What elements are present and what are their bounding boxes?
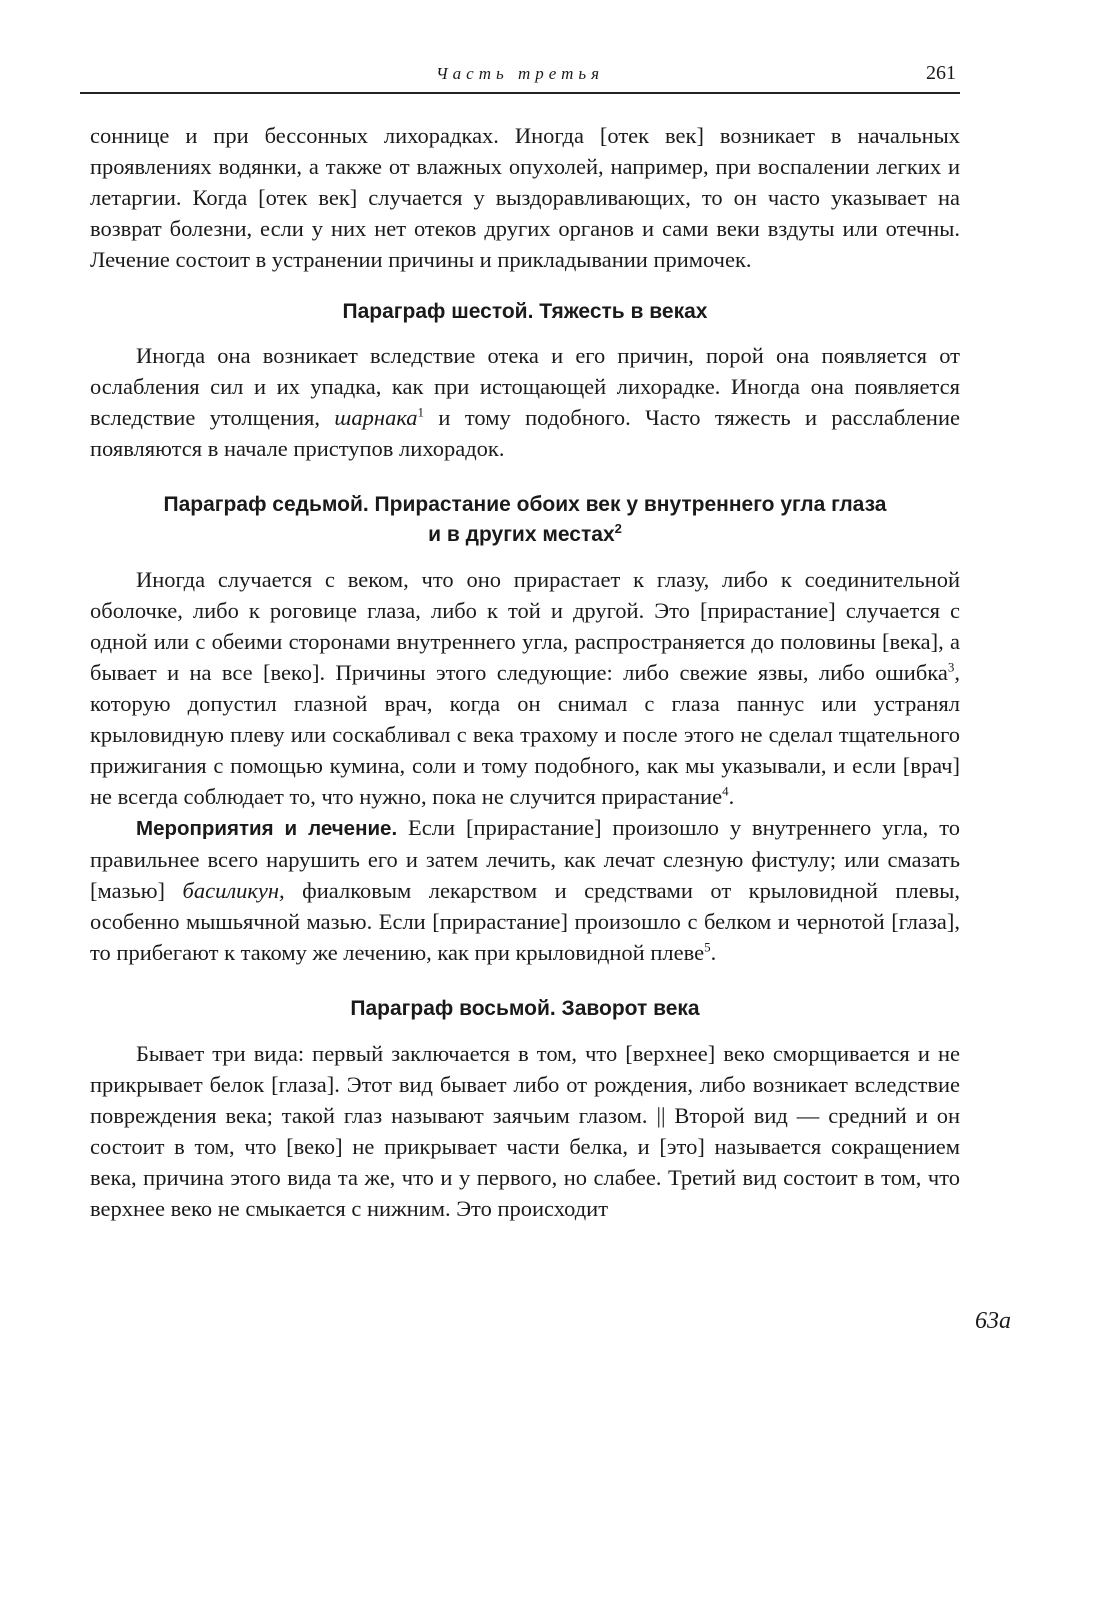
footnote-ref: 4 xyxy=(722,783,729,799)
text-run: Если [прирастание] произошло у внутреннего угла, то правильнее всего нарушить его и затем лечить, как лечат слезную фистулу; или смазать [мазью] xyxy=(90,815,960,903)
heading-line: Параграф седьмой. Прирастание обоих век у внутреннего угла глаза xyxy=(163,493,887,516)
paragraph-seventh-1 xyxy=(90,564,960,812)
section-heading-eighth: Параграф восьмой. Заворот века xyxy=(350,997,700,1020)
italic-term: шарнака xyxy=(334,405,418,430)
text-run: . xyxy=(728,784,735,809)
footnote-ref: 1 xyxy=(417,404,425,420)
text-run: фиалковым лекарством и средствами от крыловидной плевы, особенно мышьячной мазью. Если [прирастание] произошло с белком и чернотой [глаза], то прибегают к такому же лечению, как при крыловидной плеве xyxy=(90,878,961,965)
footnote-ref: 2 xyxy=(614,521,622,536)
running-title: Часть третья xyxy=(435,64,605,83)
paragraph-eighth: Бывает три вида: первый заключается в том, что [верхнее] веко сморщивается и не прикрывает белок [глаза]. Этот вид бывает либо от рождения, либо возникает вследствие повреждения века; такой глаз называют заячьим глазом. || Второй вид — средний и он состоит в том, что [веко] не прикрывает части белка, и [это] называется сокращением века, причина этого вида та же, что и у первого, но слабее. Третий вид состоит в том, что верхнее веко не смыкается с нижним. Это происходит xyxy=(90,1041,960,1221)
run-in-heading: Мероприятия и лечение. xyxy=(136,817,398,840)
paragraph-seventh-2 xyxy=(90,812,960,968)
text-run: . xyxy=(710,940,717,965)
text-run: Иногда она возникает вследствие отека и его причин, порой она появляется от ослабления сил и их упадка, как при истощающей лихорадке. Иногда она появляется вследствие утолщения, xyxy=(90,343,960,430)
text-run: Иногда случается с веком, что оно прирастает к глазу, либо к соединительной оболочке, либо к роговице глаза, либо к той и другой. Это [прирастание] случается с одной или с обеими сторонами внутреннего угла, распространяется до половины [века], а бывает и на все [веко]. Причины этого следующие: либо свежие язвы, либо ошибка xyxy=(90,567,960,685)
footnote-ref: 3 xyxy=(947,659,955,675)
heading-line-text: и в других местах xyxy=(428,523,615,546)
page-number: 261 xyxy=(926,62,956,84)
running-head xyxy=(80,62,960,94)
heading-line xyxy=(90,520,960,550)
margin-folio-note: 63a xyxy=(975,1308,1011,1334)
italic-term: басиликун, xyxy=(182,878,285,903)
text-run: и тому подобного. Часто тяжесть и расслабление появляются в начале приступов лихорадок. xyxy=(90,405,960,461)
text-body xyxy=(90,120,960,1224)
paragraph-sixth xyxy=(90,340,960,464)
text-run: , которую допустил глазной врач, когда он снимал с глаза паннус или устранял крыловидную плеву или соскабливал с века трахому и после этого не сделал тщательного прижигания с помощью кумина, соли и тому подобного, как мы указывали, и если [врач] не всегда соблюдает то, что нужно, пока не случится прирастание xyxy=(90,660,960,809)
section-heading-sixth: Параграф шестой. Тяжесть в веках xyxy=(342,300,708,323)
paragraph-continuation: соннице и при бессонных лихорадках. Иногда [отек век] возникает в начальных проявлениях водянки, а также от влажных опухолей, например, при воспалении легких и летаргии. Когда [отек век] случается у выздоравливающих, то он часто указывает на возврат болезни, если у них нет отеков других органов и сами веки вздуты или отечны. Лечение состоит в устранении причины и прикладывании примочек. xyxy=(90,123,960,272)
footnote-ref: 5 xyxy=(704,939,711,955)
section-heading-seventh xyxy=(90,490,960,550)
